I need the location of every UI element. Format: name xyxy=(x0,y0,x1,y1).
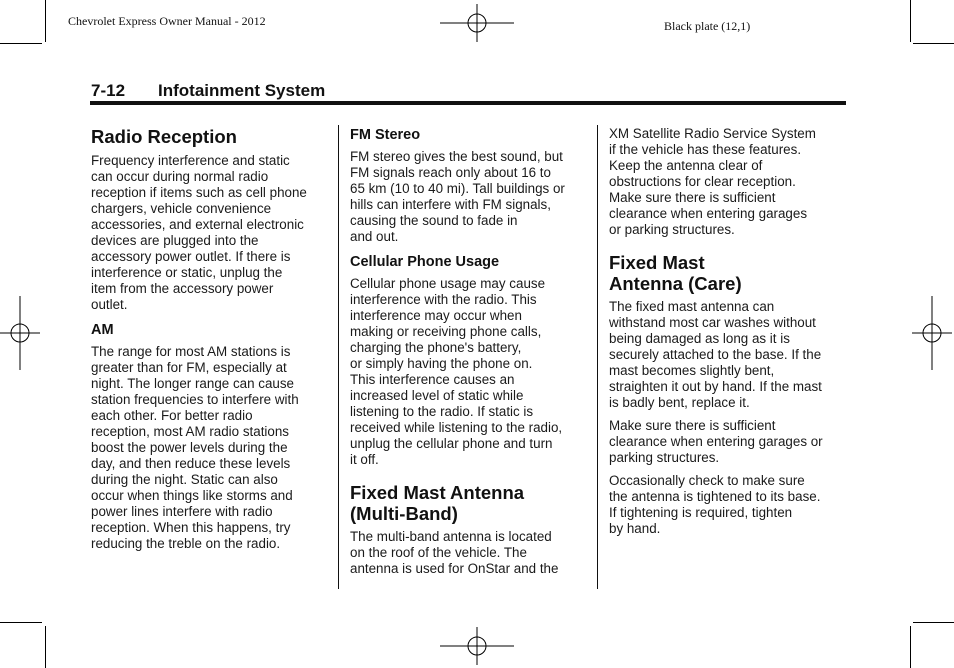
header-rule xyxy=(90,101,846,105)
plate-label: Black plate (12,1) xyxy=(664,19,751,33)
manual-title: Chevrolet Express Owner Manual - 2012 xyxy=(68,14,266,28)
registration-mark-icon xyxy=(440,4,514,42)
crop-mark xyxy=(910,0,911,42)
crop-mark xyxy=(45,0,46,42)
column-divider xyxy=(597,125,598,589)
paragraph: The range for most AM stations is greater than for FM, especially at night. The longer range can cause station frequencies to interfere with each other. For better radio reception, most AM radio stations boost the power levels during the day, and then reduce these levels during the night. Static can also occur when things like storms and power lines interfere with radio reception. When this happens, try reducing the treble on the radio. xyxy=(91,344,299,551)
crop-mark xyxy=(0,43,42,44)
paragraph: XM Satellite Radio Service System if the vehicle has these features. Keep the antenna clear of obstructions for clear reception. Make sure there is sufficient clearance when entering garages or parking structures. xyxy=(609,126,816,237)
paragraph: The fixed mast antenna can withstand most car washes without being damaged as long as it is securely attached to the base. If the mast becomes slightly bent, straighten it out by hand. If the mast is badly bent, replace it. xyxy=(609,299,822,410)
heading-am: AM xyxy=(91,322,114,338)
crop-mark xyxy=(0,622,42,623)
heading-fixed-mast-care: Fixed Mast Antenna (Care) xyxy=(609,252,742,294)
paragraph: Occasionally check to make sure the antenna is tightened to its base. If tightening is required, tighten by hand. xyxy=(609,473,821,536)
paragraph: Cellular phone usage may cause interference with the radio. This interference may occur when making or receiving phone calls, charging the phone's battery, or simply having the phone on. This interference causes an increased level of static while listening to the radio. If static is received while listening to the radio, unplug the cellular phone and turn it off. xyxy=(350,276,563,467)
page-number: 7-12 xyxy=(91,81,126,100)
column-divider xyxy=(338,125,339,589)
column-1 xyxy=(91,126,331,559)
crop-mark xyxy=(913,622,954,623)
column-2 xyxy=(350,126,592,584)
section-title: Infotainment System xyxy=(158,81,326,100)
paragraph: FM stereo gives the best sound, but FM signals reach only about 16 to 65 km (10 to 40 mi). Tall buildings or hills can interfere with FM signals, causing the sound to fade in and out. xyxy=(350,149,565,244)
column-3 xyxy=(609,126,851,544)
heading-cellular-phone-usage: Cellular Phone Usage xyxy=(350,254,500,270)
heading-fixed-mast-multiband: Fixed Mast Antenna (Multi-Band) xyxy=(350,482,525,524)
registration-mark-icon xyxy=(440,627,514,665)
paragraph: Make sure there is sufficient clearance when entering garages or parking structures. xyxy=(609,418,823,465)
heading-fm-stereo: FM Stereo xyxy=(350,127,421,143)
paragraph: Frequency interference and static can occur during normal radio reception if items such as cell phone chargers, vehicle convenience accessories, and external electronic devices are plugged into the accessory power outlet. If there is interference or static, unplug the item from the accessory power outlet. xyxy=(91,153,307,312)
section-header xyxy=(91,81,325,101)
crop-mark xyxy=(913,43,954,44)
crop-mark xyxy=(45,626,46,668)
crop-mark xyxy=(910,626,911,668)
registration-mark-icon xyxy=(912,296,952,370)
heading-radio-reception: Radio Reception xyxy=(91,126,237,147)
paragraph: The multi-band antenna is located on the roof of the vehicle. The antenna is used for OnStar and the xyxy=(350,529,559,576)
registration-mark-icon xyxy=(0,296,40,370)
